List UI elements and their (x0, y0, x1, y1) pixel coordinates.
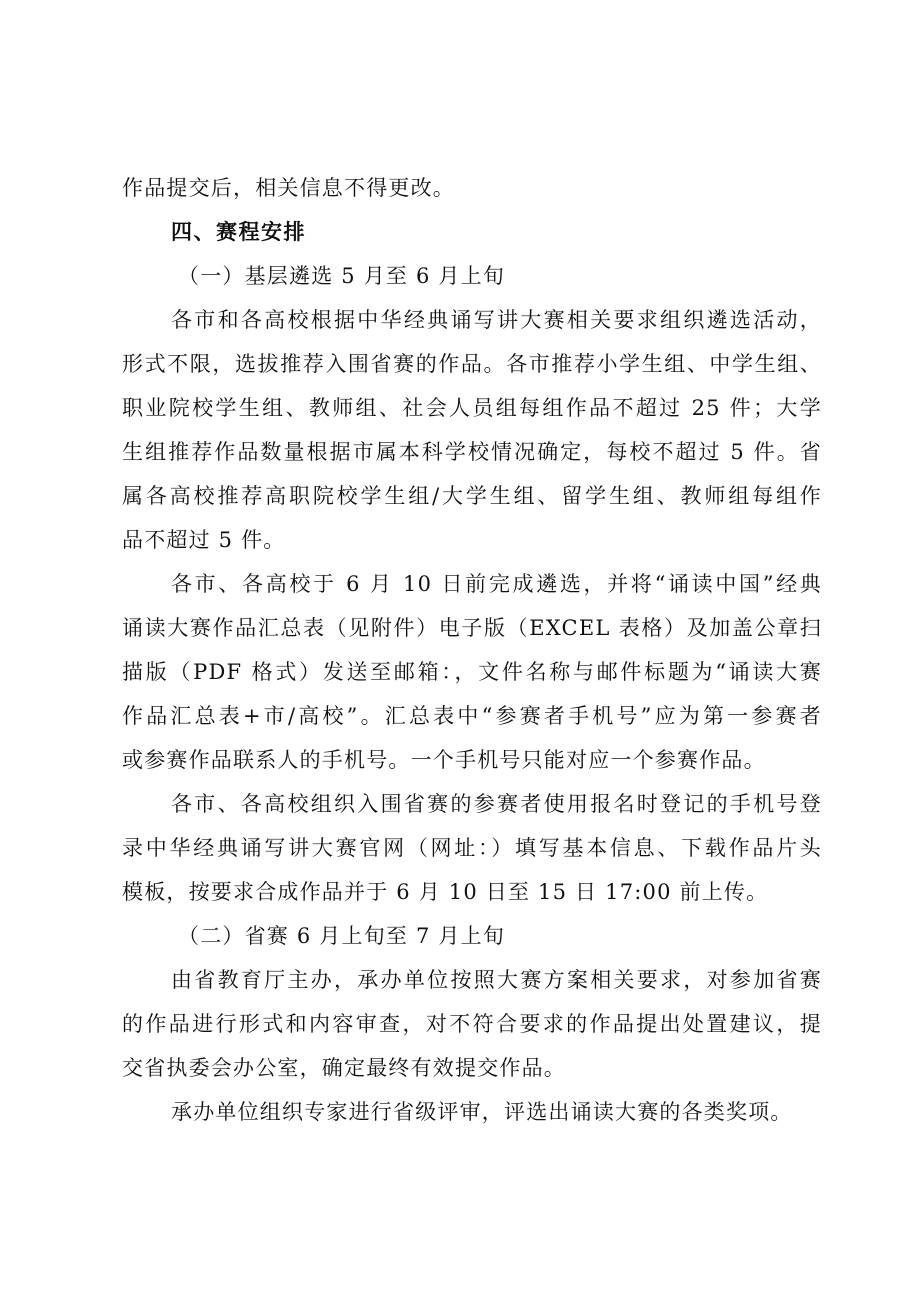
paragraph-expert-evaluation (122, 1090, 822, 1134)
text-line: 属各高校推荐高职院校学生组/大学生组、留学生组、教师组每组作 (122, 484, 822, 508)
text-line: 交省执委会办公室，确定最终有效提交作品。 (122, 1056, 566, 1080)
text-line: 描版（PDF 格式）发送至邮箱：，文件名称与邮件标题为“诵读大赛 (122, 660, 822, 684)
paragraph-provincial-review (122, 958, 822, 1090)
text-line: 生组推荐作品数量根据市属本科学校情况确定，每校不超过 5 件。省 (122, 440, 822, 464)
text-line: 录中华经典诵写讲大赛官网（网址：）填写基本信息、下载作品片头 (122, 836, 822, 860)
document-body (122, 166, 822, 1134)
text-line: 各市和各高校根据中华经典诵写讲大赛相关要求组织遴选活动， (171, 308, 822, 332)
text-line: 形式不限，选拔推荐入围省赛的作品。各市推荐小学生组、中学生组、 (122, 352, 822, 376)
text-line: 或参赛作品联系人的手机号。一个手机号只能对应一个参赛作品。 (122, 748, 766, 772)
subsection-heading-provincial: （二）省赛 6 月上旬至 7 月上旬 (178, 924, 506, 948)
text-line: 作品提交后，相关信息不得更改。 (122, 176, 455, 200)
text-line: 各市、各高校于 6 月 10 日前完成遴选，并将“诵读中国”经典 (171, 572, 822, 596)
text-line: 承办单位组织专家进行省级评审，评选出诵读大赛的各类奖项。 (171, 1100, 793, 1124)
text-line: 各市、各高校组织入围省赛的参赛者使用报名时登记的手机号登 (171, 792, 822, 816)
text-line: 由省教育厅主办，承办单位按照大赛方案相关要求，对参加省赛 (171, 968, 822, 992)
paragraph-submission-deadline (122, 562, 822, 782)
text-line: 模板，按要求合成作品并于 6 月 10 日至 15 日 17:00 前上传。 (122, 880, 769, 904)
subsection-heading-grassroots: （一）基层遴选 5 月至 6 月上旬 (178, 264, 506, 288)
paragraph-online-upload (122, 782, 822, 914)
text-line: 品不超过 5 件。 (122, 528, 286, 552)
text-line: 的作品进行形式和内容审查，对不符合要求的作品提出处置建议，提 (122, 1012, 822, 1036)
text-line: 职业院校学生组、教师组、社会人员组每组作品不超过 25 件；大学 (122, 396, 822, 420)
text-line: 诵读大赛作品汇总表（见附件）电子版（EXCEL 表格）及加盖公章扫 (122, 616, 822, 640)
section-heading-schedule: 四、赛程安排 (171, 220, 306, 244)
paragraph-submission-note (122, 166, 822, 210)
text-line: 作品汇总表+市/高校”。汇总表中“参赛者手机号”应为第一参赛者 (122, 704, 822, 728)
paragraph-grassroots-selection (122, 298, 822, 562)
